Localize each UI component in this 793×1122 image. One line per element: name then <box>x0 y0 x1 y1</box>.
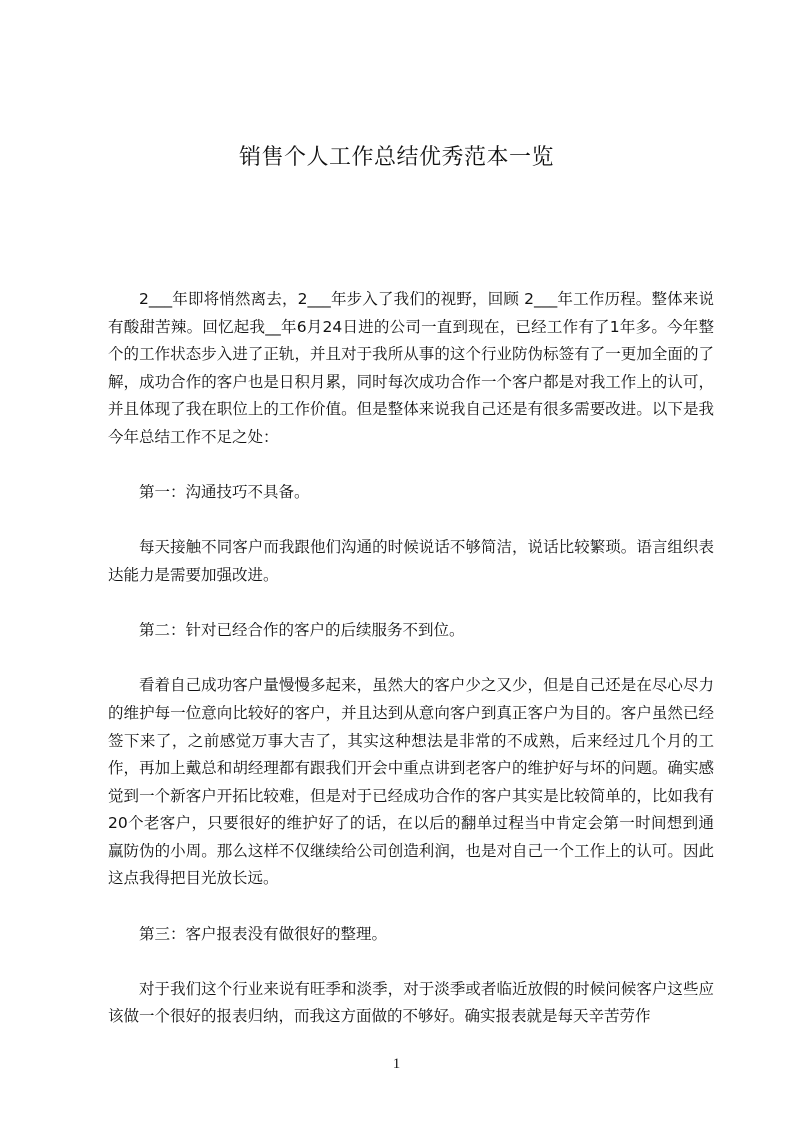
paragraph-intro: 2___年即将悄然离去，2___年步入了我们的视野，回顾 2___年工作历程。整体来说有酸甜苦辣。回忆起我__年6月24日进的公司一直到现在，已经工作有了1年多。今年整个的工作状态步入进了正轨，并且对于我所从事的这个行业防伪标签有了一更加全面的了解，成功合作的客户也是日积月累，同时每次成功合作一个客户都是对我工作上的认可，并且体现了我在职位上的工作价值。但是整体来说我自己还是有很多需要改进。以下是我今年总结工作不足之处： <box>108 290 714 446</box>
paragraph-point-3: 对于我们这个行业来说有旺季和淡季，对于淡季或者临近放假的时候问候客户这些应该做一个很好的报表归纳，而我这方面做的不够好。确实报表就是每天辛苦劳作 <box>108 979 714 1026</box>
paragraph-gap <box>108 948 714 976</box>
paragraph-point-1: 每天接触不同客户而我跟他们沟通的时候说话不够简洁，说话比较繁琐。语言组织表达能力是需要加强改进。 <box>108 538 714 584</box>
document-title: 销售个人工作总结优秀范本一览 <box>238 145 554 170</box>
document-body <box>108 286 714 1031</box>
paragraph-gap <box>108 645 714 673</box>
paragraph-gap <box>108 452 714 480</box>
paragraph-gap <box>108 507 714 535</box>
heading-point-2: 第二：针对已经合作的客户的后续服务不到位。 <box>139 621 465 640</box>
paragraph-gap <box>108 893 714 921</box>
page-number: 1 <box>392 1056 401 1072</box>
heading-point-3: 第三：客户报表没有做很好的整理。 <box>139 924 388 943</box>
paragraph-gap <box>108 590 714 618</box>
paragraph-point-2: 看着自己成功客户量慢慢多起来，虽然大的客户少之又少，但是自己还是在尽心尽力的维护每一位意向比较好的客户，并且达到从意向客户到真正客户为目的。客户虽然已经签下来了，之前感觉万事大吉了，其实这种想法是非常的不成熟，后来经过几个月的工作，再加上戴总和胡经理都有跟我们开会中重点讲到老客户的维护好与坏的问题。确实感觉到一个新客户开拓比较难，但是对于已经成功合作的客户其实是比较简单的，比如我有20个老客户，只要很好的维护好了的话，在以后的翻单过程当中肯定会第一时间想到通赢防伪的小周。那么这样不仅继续给公司创造利润，也是对自己一个工作上的认可。因此这点我得把目光放长远。 <box>108 676 714 888</box>
heading-point-1: 第一：沟通技巧不具备。 <box>139 483 310 502</box>
